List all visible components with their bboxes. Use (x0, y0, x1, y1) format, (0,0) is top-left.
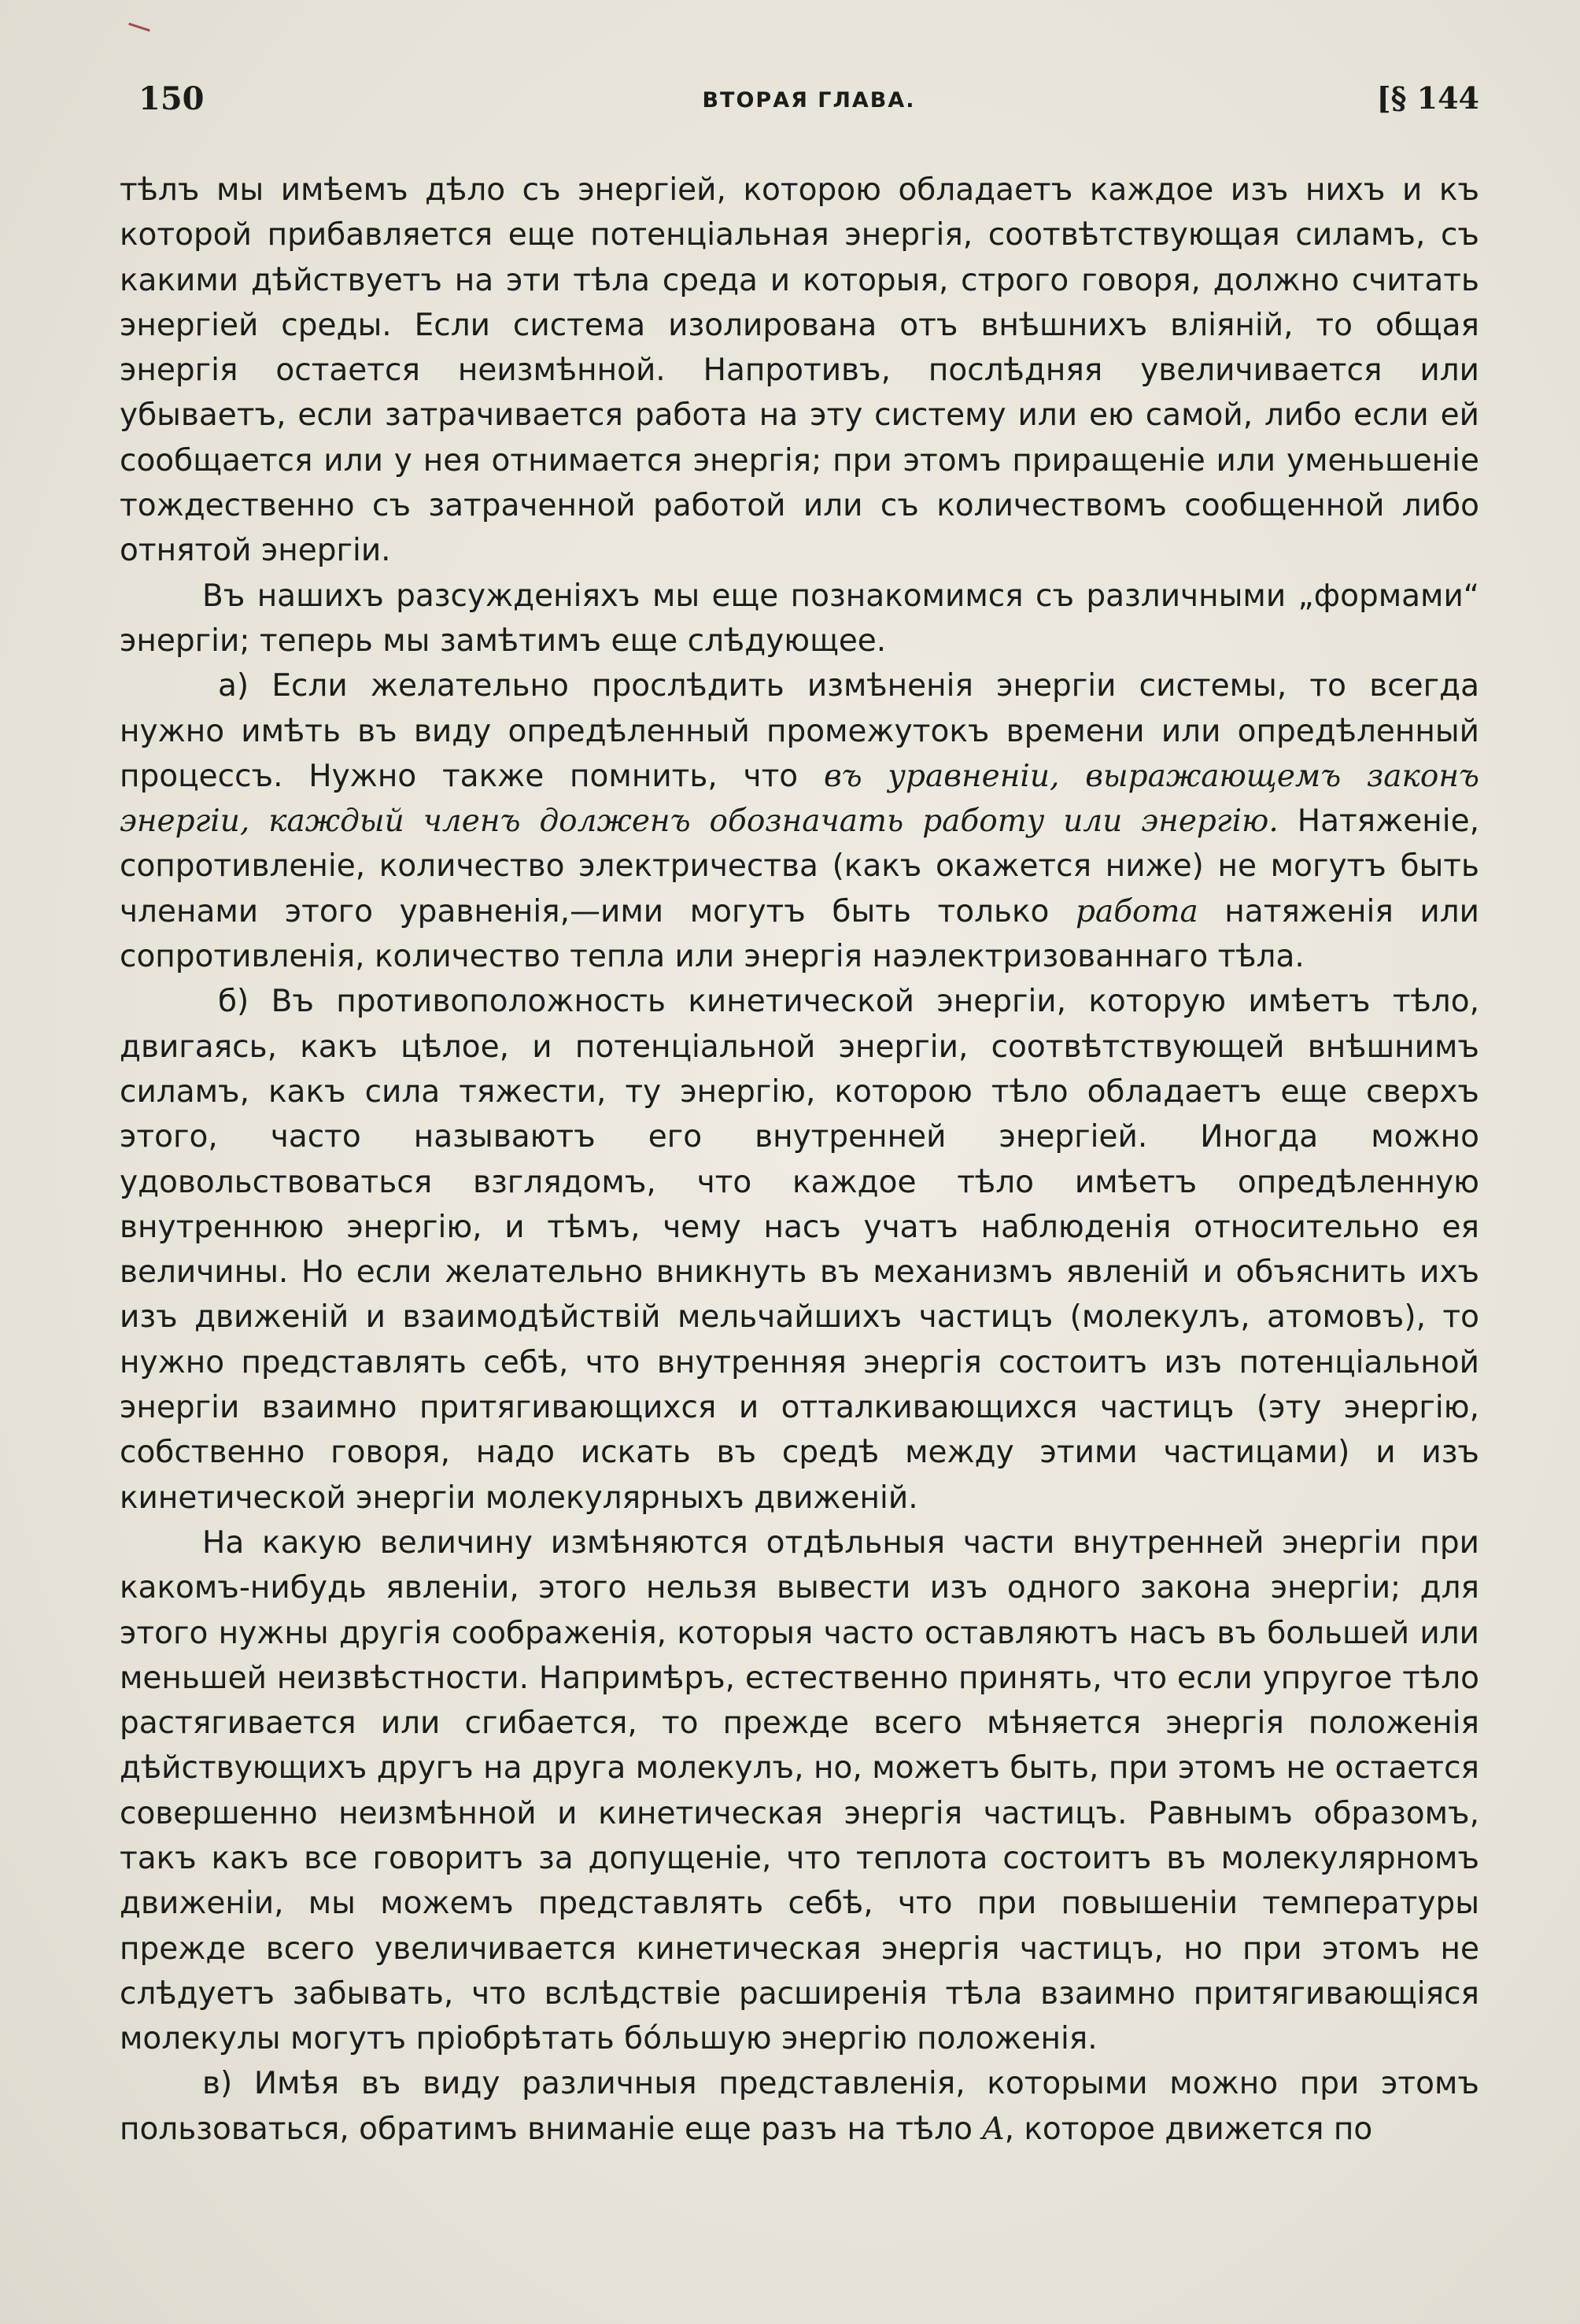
paragraph-internal-energy: На какую величину измѣняются отдѣльныя части внутренней энергiи при какомъ-нибудь явленiи, этого нельзя вывести изъ одного закона энергiи; для этого нужны другiя соображенiя, которыя часто оставляютъ насъ въ большей или меньшей неизвѣстности. Напримѣръ, естественно принять, что если упругое тѣло растягивается или сгибается, то прежде всего мѣняется энергiя положенiя дѣйствующихъ другъ на друга молекулъ, но, можетъ быть, при этомъ не остается совершенно неизмѣнной и кинетическая энергiя частицъ. Равнымъ образомъ, такъ какъ все говоритъ за допущенiе, что теплота состоитъ въ молекулярномъ движенiи, мы можемъ представлять себѣ, что при повышенiи температуры прежде всего увеличивается кинетическая энергiя частицъ, но при этомъ не слѣдуетъ забывать, что вслѣдствiе расширенiя тѣла взаимно притягивающiяся молекулы могутъ прiобрѣтать бóльшую энергiю положенiя. (120, 1524, 1479, 2057)
paragraph-a-emphasis-work: работа (1076, 893, 1198, 929)
ink-mark (128, 23, 150, 32)
paragraph-c (120, 2061, 1479, 2152)
page-number: 150 (138, 80, 205, 117)
paragraph-forms-of-energy: Въ нашихъ разсужденiяхъ мы еще познакомимся съ различными „формами“ энергiи; теперь мы замѣтимъ еще слѣдующее. (120, 578, 1479, 659)
paragraph-b: б) Въ противоположность кинетической энергiи, которую имѣетъ тѣло, двигаясь, какъ цѣлое, и потенцiальной энергiи, соотвѣтствующей внѣшнимъ силамъ, какъ сила тяжести, ту энергiю, которою тѣло обладаетъ еще сверхъ этого, часто называютъ его внутренней энергiей. Иногда можно удовольствоваться взглядомъ, что каждое тѣло имѣетъ опредѣленную внутреннюю энергiю, и тѣмъ, чему насъ учатъ наблюденiя относительно ея величины. Но если желательно вникнуть въ механизмъ явленiй и объяснить ихъ изъ движенiй и взаимодѣйствiй мельчайшихъ частицъ (молекулъ, атомовъ), то нужно представлять себѣ, что внутренняя энергiя состоитъ изъ потенцiальной энергiи взаимно притягивающихся и отталкивающихся частицъ (эту энергiю, собственно говоря, надо искать въ средѣ между этими частицами) и изъ кинетической энергiи молекулярныхъ движенiй. (120, 984, 1479, 1516)
paragraph-a-text-2: Натяженiе, сопротивленiе, количество электричества (какъ окажется ниже) не могутъ быть членами этого уравненiя,—ими могутъ быть только (120, 804, 1479, 929)
section-reference: [§ 144 (1376, 80, 1479, 116)
paragraph-a-emphasis: въ уравненiи, выражающемъ законъ энергiи, каждый членъ долженъ обозначать работу или энергiю. (120, 758, 1479, 840)
paragraph-c-text-1: в) Имѣя въ виду различныя представленiя, которыми можно при этомъ пользоваться, обратимъ вниманiе еще разъ на тѣло (120, 2066, 1479, 2147)
running-header (138, 80, 1479, 124)
paragraph-a (120, 663, 1479, 979)
paragraph-c-text-2: , которое движется по (1004, 2111, 1373, 2147)
paragraph-continuation: тѣлъ мы имѣемъ дѣло съ энергiей, которою обладаетъ каждое изъ нихъ и къ которой прибавляется еще потенцiальная энергiя, соотвѣтствующая силамъ, съ какими дѣйствуетъ на эти тѣла среда и которыя, строго говоря, должно считать энергiей среды. Если система изолирована отъ внѣшнихъ влiянiй, то общая энергiя остается неизмѣнной. Напротивъ, послѣдняя увеличивается или убываетъ, если затрачивается работа на эту систему или ею самой, либо если ей сообщается или у нея отнимается энергiя; при этомъ приращенiе или уменьшенiе тождественно съ затраченной работой или съ количествомъ сообщенной либо отнятой энергiи. (120, 172, 1479, 569)
body-label-a: A (982, 2111, 1005, 2147)
chapter-title: ВТОРАЯ ГЛАВА. (702, 88, 916, 113)
paragraph-a-text-1: а) Если желательно прослѣдить измѣненiя энергiи системы, то всегда нужно имѣть въ виду опредѣленный промежутокъ времени или опредѣленный процессъ. Нужно также помнить, что (120, 668, 1479, 794)
body-text (120, 168, 1479, 2152)
paragraph-a-text-3: натяженiя или сопротивленiя, количество тепла или энергiя наэлектризованнаго тѣла. (120, 893, 1479, 975)
